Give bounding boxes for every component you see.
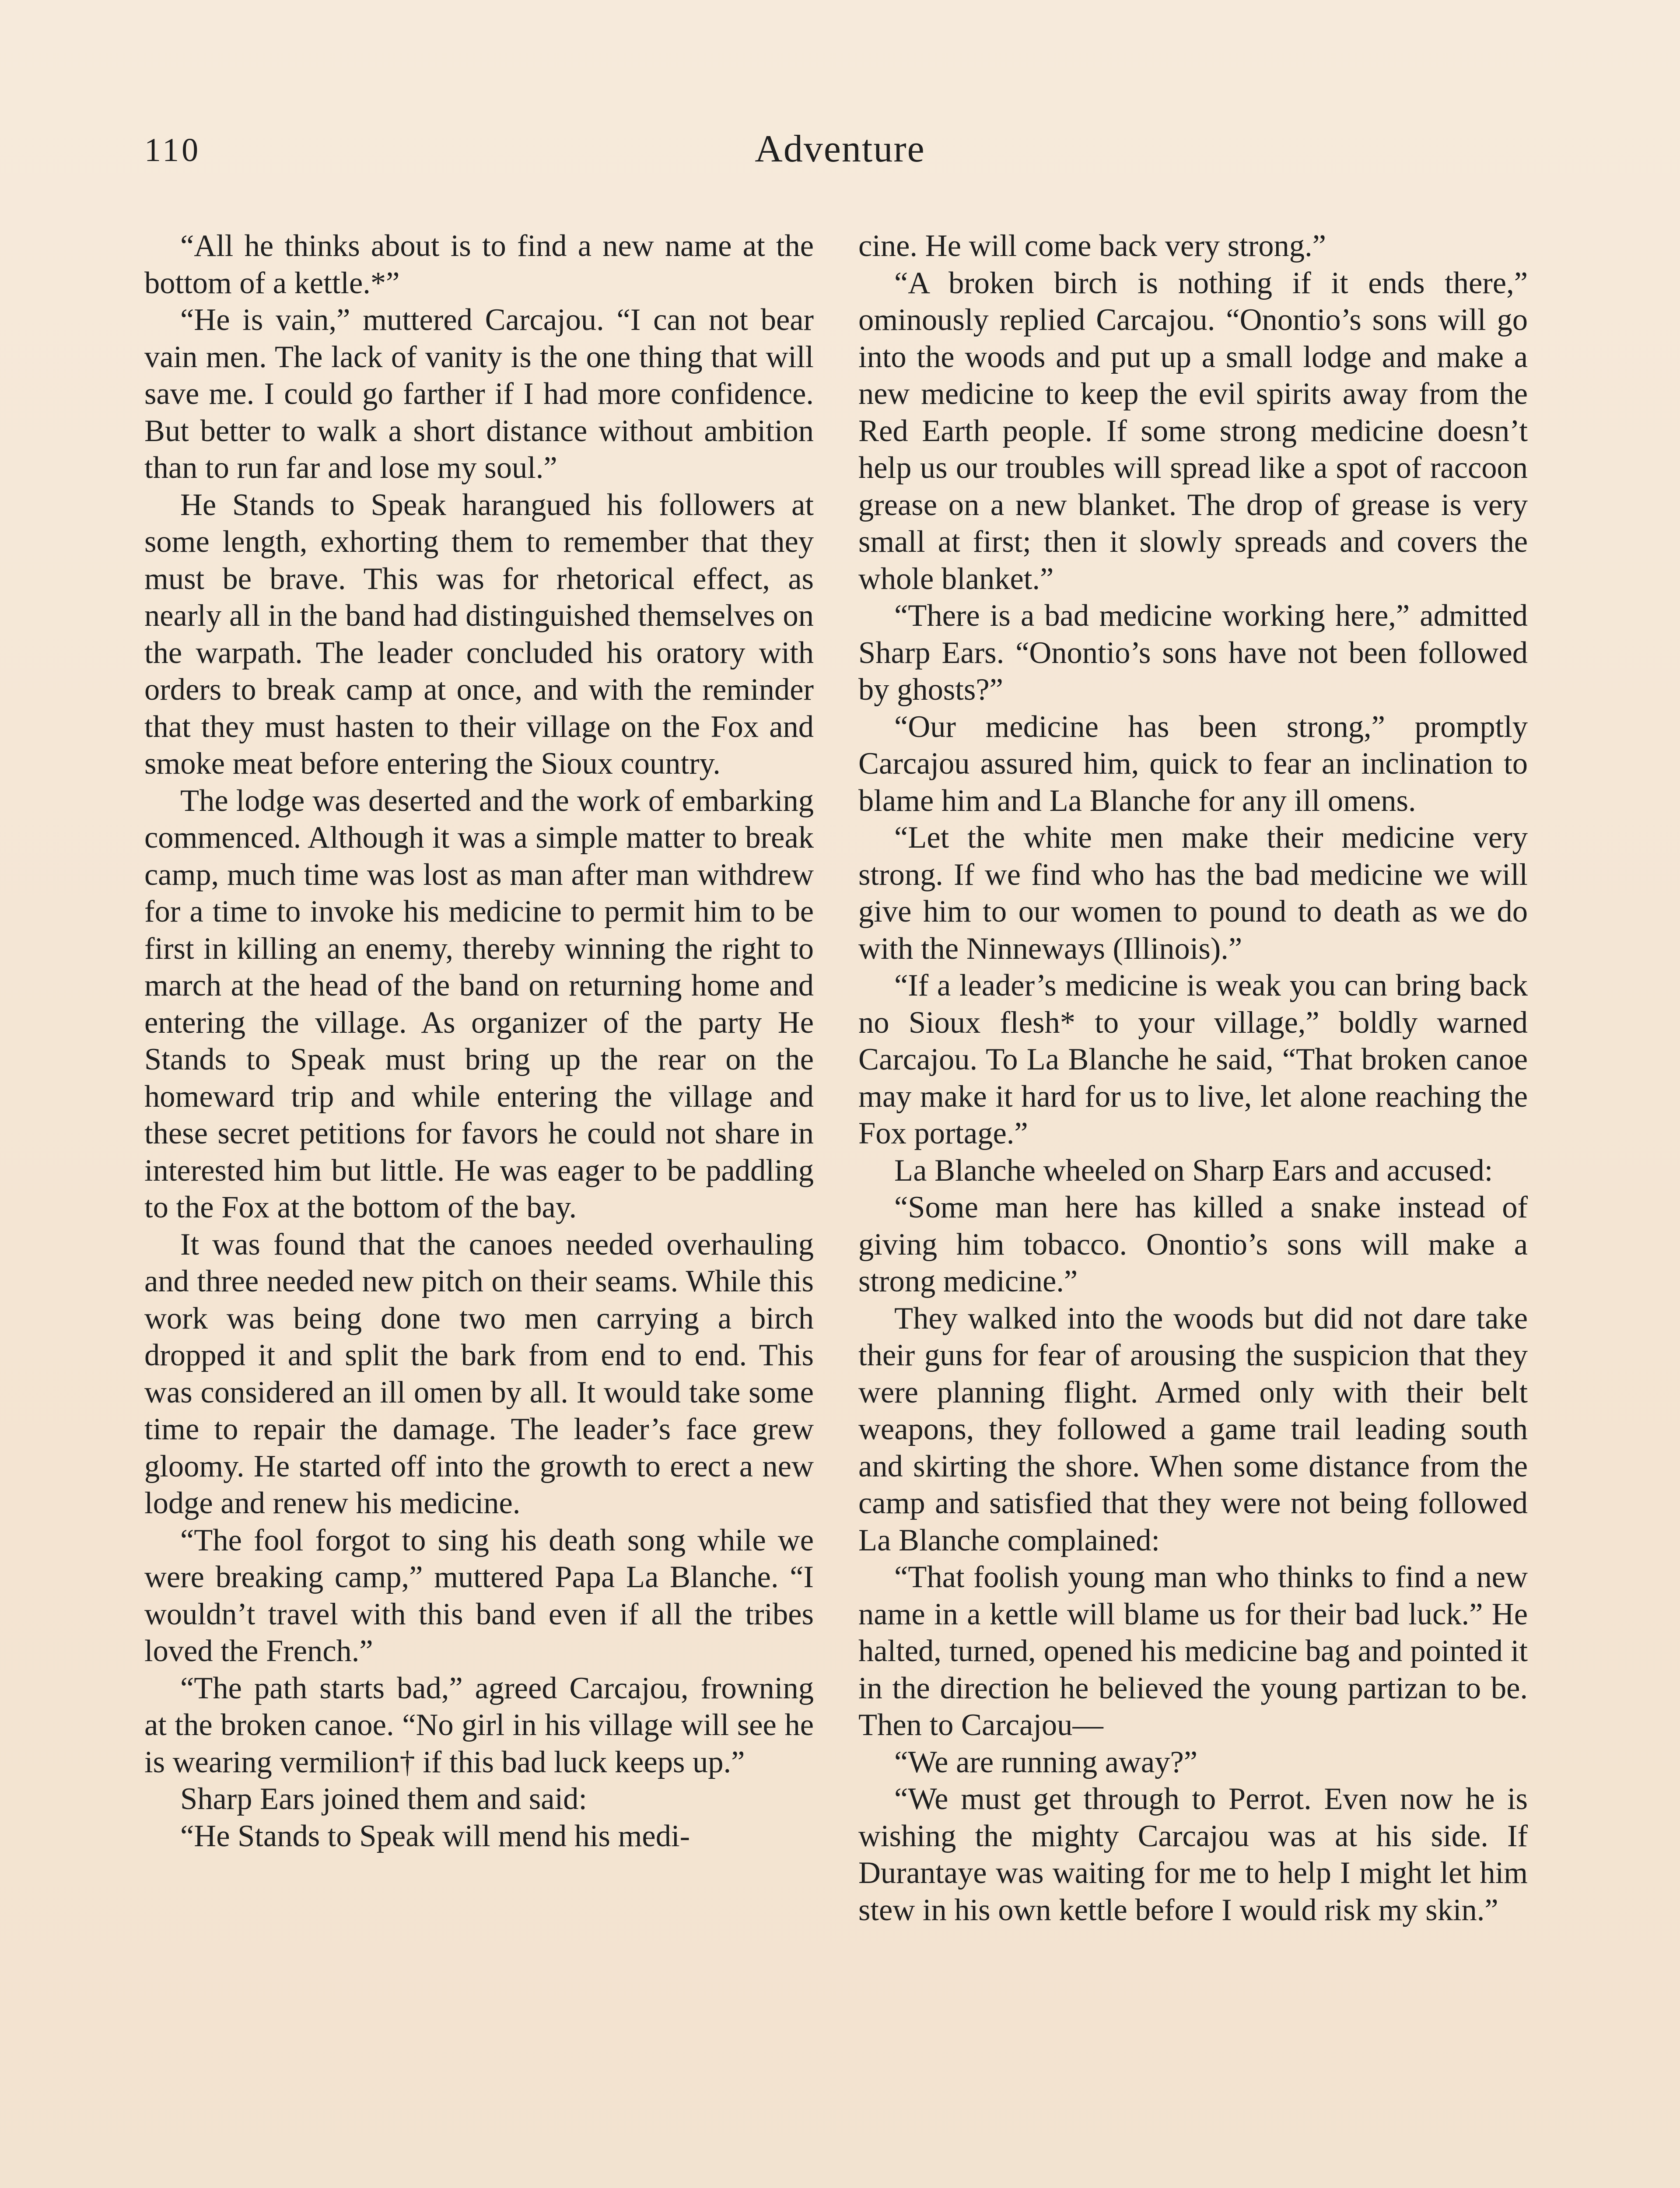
paragraph: “The fool forgot to sing his death song while we were breaking camp,” muttered Papa La Blanche. “I wouldn’t travel with this band even if all the tribes loved the French.” (144, 1523, 814, 1668)
paragraph: “We are running away?” (894, 1745, 1198, 1779)
paragraph: “Let the white men make their medicine very strong. If we find who has the bad medicine we will give him to our women to pound to death as we do with the Ninneways (Illinois).” (858, 820, 1528, 966)
paragraph: It was found that the canoes needed overhauling and three needed new pitch on their seams. While this work was being done two men carrying a birch dropped it and split the bark from end to end. This was considered an ill omen by all. It would take some time to repair the damage. The leader’s face grew gloomy. He started off into the growth to erect a new lodge and renew his medicine. (144, 1227, 814, 1520)
paragraph: “That foolish young man who thinks to find a new name in a kettle will blame us for their bad luck.” He halted, turned, opened his medicine bag and pointed it in the direction he believed the young partizan to be. Then to Carcajou— (858, 1560, 1528, 1742)
paragraph: “He is vain,” muttered Carcajou. “I can not bear vain men. The lack of vanity is the one thing that will save me. I could go farther if I had more confidence. But better to walk a short distance without ambition than to run far and lose my soul.” (144, 303, 814, 485)
paragraph: La Blanche wheeled on Sharp Ears and accused: (894, 1153, 1493, 1188)
paragraph-continuation: cine. He will come back very strong.” (858, 229, 1326, 263)
paragraph: “We must get through to Perrot. Even now he is wishing the mighty Carcajou was at his side. If Durantaye was waiting for me to help I might let him stew in his own kettle before I would risk my skin.” (858, 1782, 1528, 1927)
running-title: Adventure (755, 128, 925, 170)
page-number: 110 (144, 132, 201, 168)
paragraph: They walked into the woods but did not dare take their guns for fear of arousing the suspicion that they were planning flight. Armed only with their belt weapons, they followed a game trail leading south and skirting the shore. When some distance from the camp and satisfied that they were not being followed La Blanche complained: (858, 1301, 1528, 1557)
paragraph: “He Stands to Speak will mend his medi- (180, 1819, 690, 1853)
page-header (144, 127, 1536, 193)
left-column (144, 228, 814, 1855)
paragraph: “If a leader’s medicine is weak you can bring back no Sioux flesh* to your village,” boldly warned Carcajou. To La Blanche he said, “That broken canoe may make it hard for us to live, let alone reaching the Fox portage.” (858, 968, 1528, 1150)
paragraph: “A broken birch is nothing if it ends there,” ominously replied Carcajou. “Onontio’s sons will go into the woods and put up a small lodge and make a new medicine to keep the evil spirits away from the Red Earth people. If some strong medicine doesn’t help us our troubles will spread like a spot of raccoon grease on a new blanket. The drop of grease is very small at first; then it slowly spreads and covers the whole blanket.” (858, 266, 1528, 596)
paragraph: Sharp Ears joined them and said: (180, 1782, 587, 1816)
paragraph: “All he thinks about is to find a new name at the bottom of a kettle.*” (144, 229, 814, 300)
paragraph: He Stands to Speak harangued his followers at some length, exhorting them to remember that they must be brave. This was for rhetorical effect, as nearly all in the band had distinguished themselves on the warpath. The leader concluded his oratory with orders to break camp at once, and with the reminder that they must hasten to their village on the Fox and smoke meat before entering the Sioux country. (144, 487, 814, 781)
paragraph: “The path starts bad,” agreed Carcajou, frowning at the broken canoe. “No girl in his village will see he is wearing vermilion† if this bad luck keeps up.” (144, 1671, 814, 1779)
paragraph: “There is a bad medicine working here,” admitted Sharp Ears. “Onontio’s sons have not been followed by ghosts?” (858, 599, 1528, 707)
paragraph: “Our medicine has been strong,” promptly Carcajou assured him, quick to fear an inclination to blame him and La Blanche for any ill omens. (858, 709, 1528, 818)
paragraph: The lodge was deserted and the work of embarking commenced. Although it was a simple matter to break camp, much time was lost as man after man withdrew for a time to invoke his medicine to permit him to be first in killing an enemy, thereby winning the right to march at the head of the band on returning home and entering the village. As organizer of the party He Stands to Speak must bring up the rear on the homeward trip and while entering the village and these secret petitions for favors he could not share in interested him but little. He was eager to be paddling to the Fox at the bottom of the bay. (144, 783, 814, 1224)
paragraph: “Some man here has killed a snake instead of giving him tobacco. Onontio’s sons will make a strong medicine.” (858, 1190, 1528, 1298)
right-column (858, 228, 1528, 1929)
